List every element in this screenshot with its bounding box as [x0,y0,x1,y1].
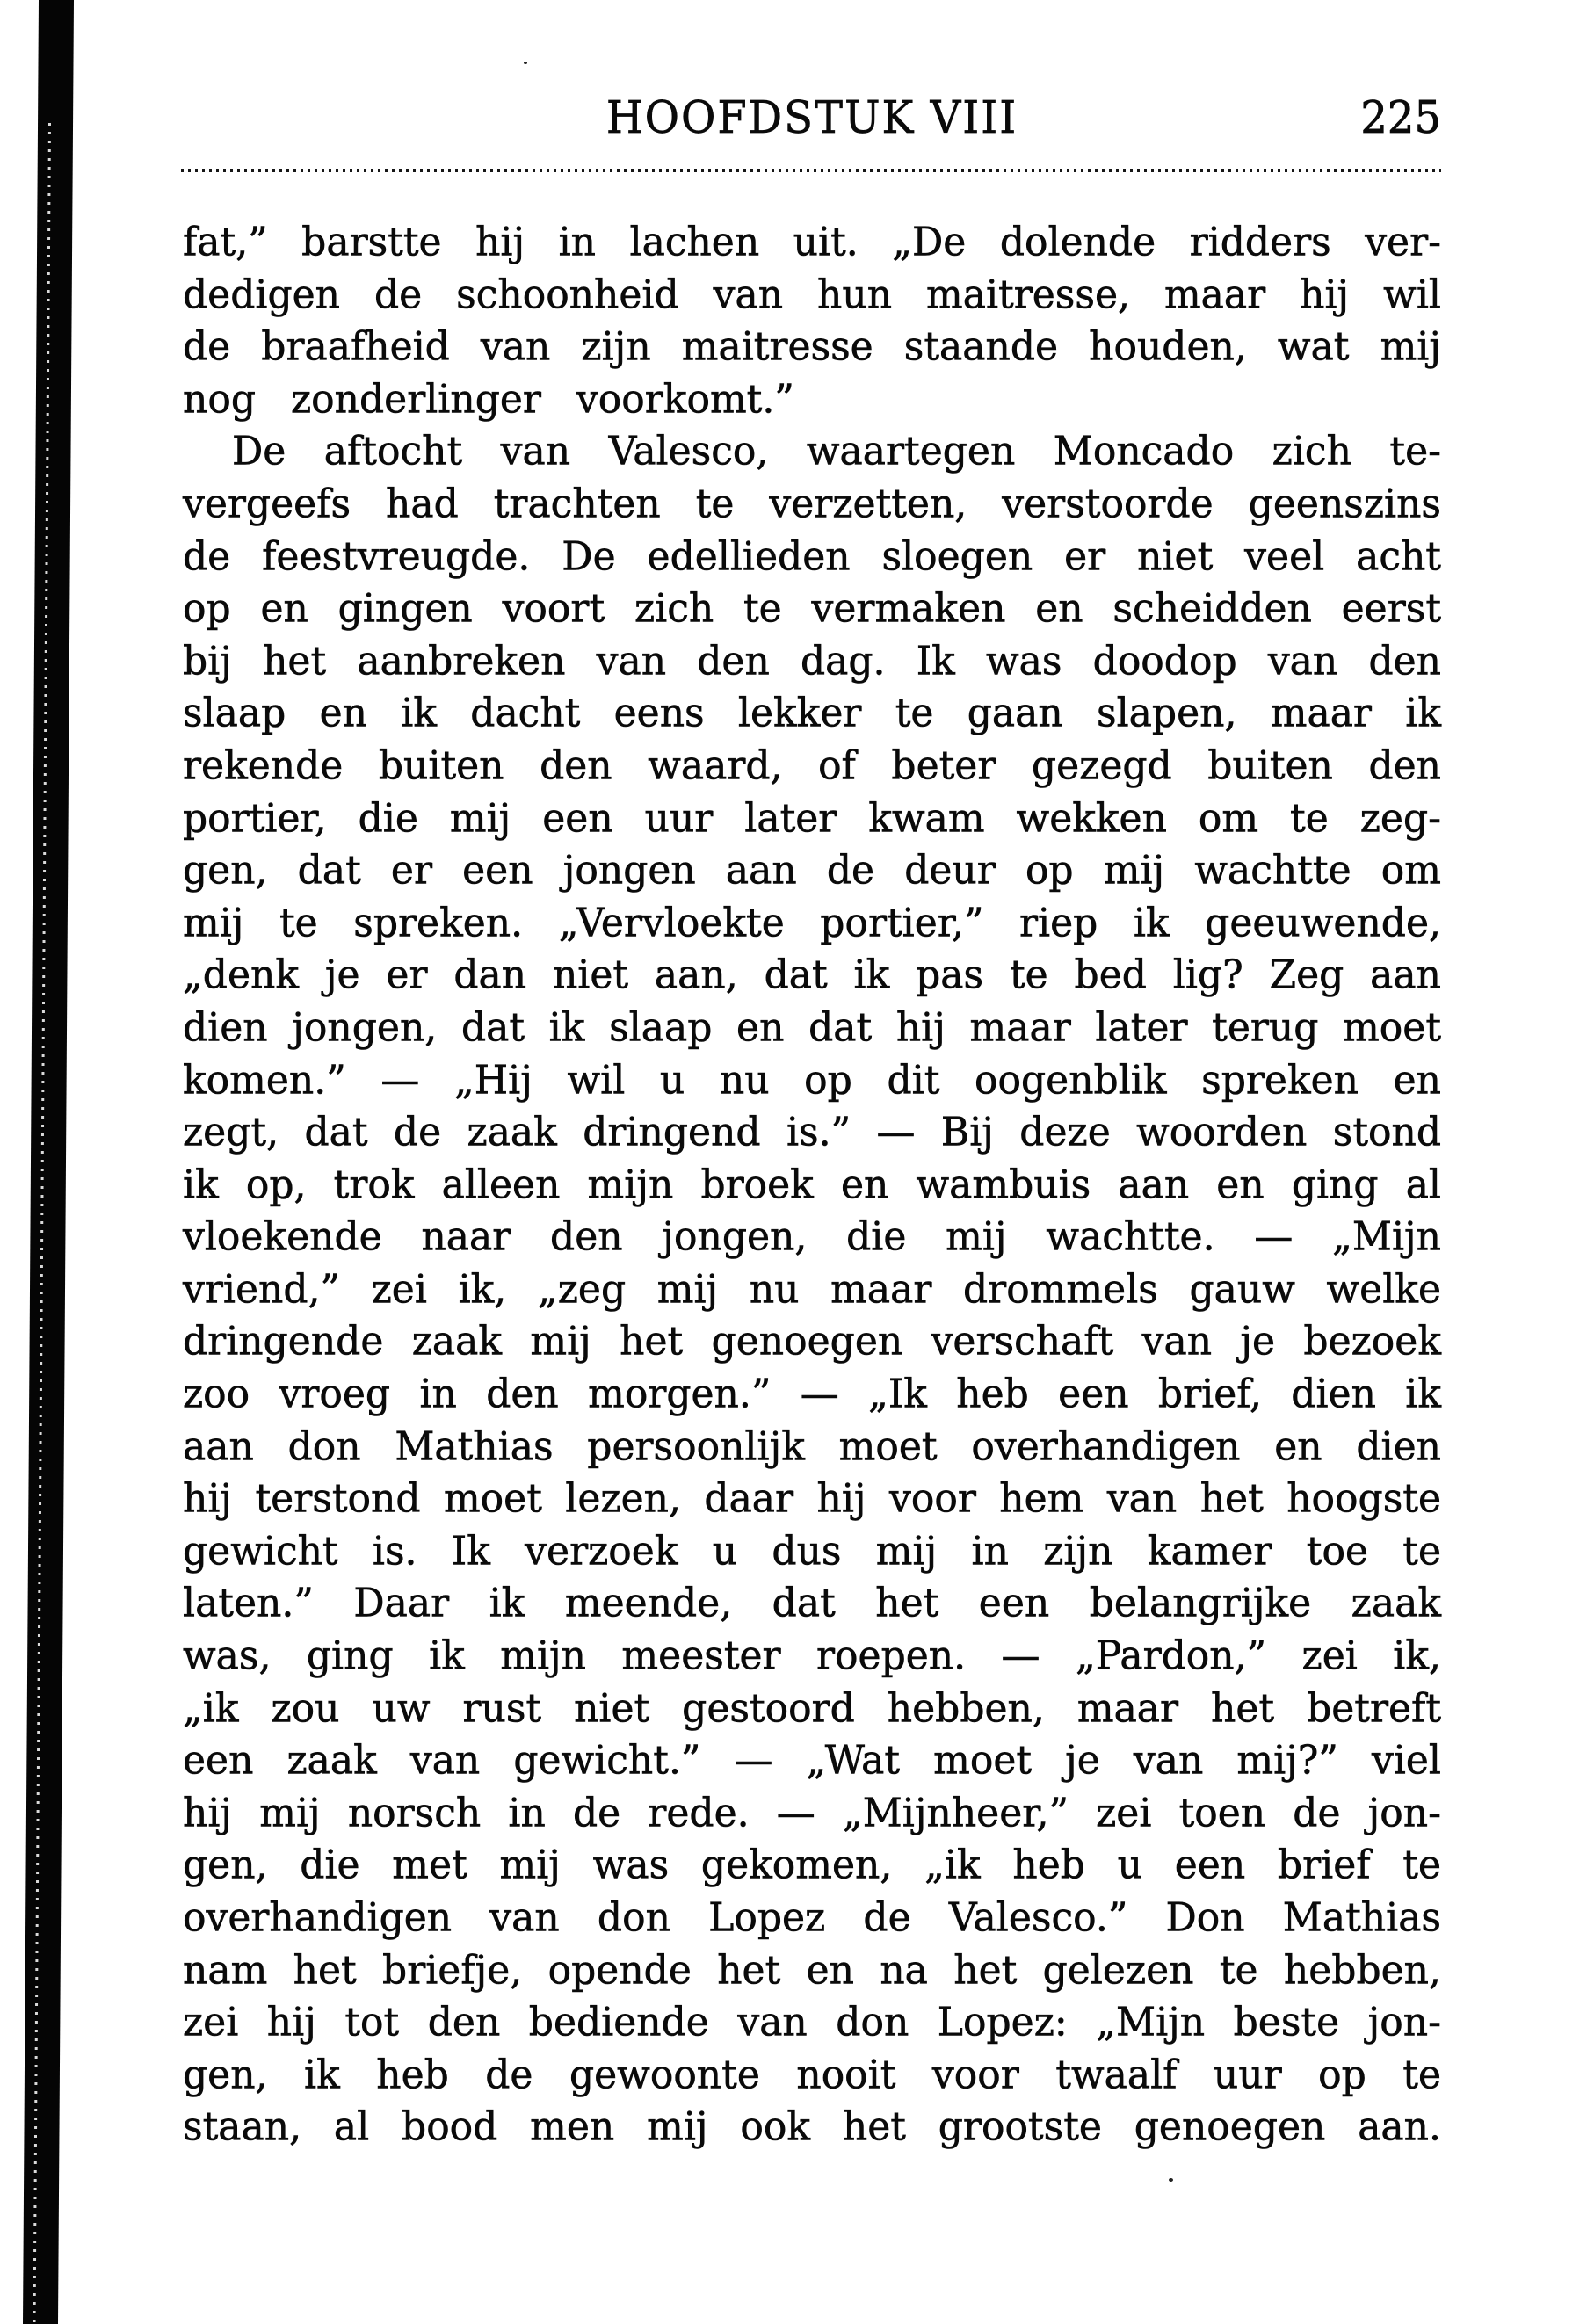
text-line: ik op, trok alleen mijn broek en wambuis aan en ging al [183,1161,1441,1208]
text-line: een zaak van gewicht.” — „Wat moet je van mij?” viel [183,1737,1441,1784]
text-line: aan don Mathias persoonlijk moet overhandigen en dien [183,1423,1441,1470]
text-line: laten.” Daar ik meende, dat het een belangrijke zaak [183,1580,1441,1627]
ink-speck [524,62,527,64]
body-text [183,216,1441,2154]
text-line-paragraph-start: De aftocht van Valesco, waartegen Moncado zich te- [232,428,1441,475]
text-line: zoo vroeg in den morgen.” — „Ik heb een brief, dien ik [183,1371,1441,1417]
text-line: „ik zou uw rust niet gestoord hebben, maar het betreft [183,1684,1441,1732]
text-line: gen, ik heb de gewoonte nooit voor twaalf uur op te [183,2052,1441,2098]
text-line: „denk je er dan niet aan, dat ik pas te bed lig? Zeg aan [183,952,1441,999]
text-line: hij terstond moet lezen, daar hij voor hem van het hoogste [183,1475,1441,1523]
text-line: zegt, dat de zaak dringend is.” — Bij deze woorden stond [183,1109,1441,1155]
text-line: vergeefs had trachten te verzetten, verstoorde geenszins [183,481,1441,527]
text-line: vriend,” zei ik, „zeg mij nu maar drommels gauw welke [183,1266,1441,1313]
text-line-paragraph-end: nog zonderlinger voorkomt.” [183,376,794,423]
text-line: dringende zaak mij het genoegen verschaft van je bezoek [183,1318,1441,1365]
book-gutter-shadow [0,0,105,2324]
text-line: komen.” — „Hij wil u nu op dit oogenblik spreken en [183,1056,1441,1104]
text-line: overhandigen van don Lopez de Valesco.” Don Mathias [183,1894,1441,1941]
text-line: dien jongen, dat ik slaap en dat hij maar later terug moet [183,1004,1441,1051]
text-line: gen, dat er een jongen aan de deur op mij wachtte om [183,847,1441,894]
page-number: 225 [1360,91,1441,144]
text-line: zei hij tot den bediende van don Lopez: „Mijn beste jon- [183,1999,1441,2045]
text-line: slaap en ik dacht eens lekker te gaan slapen, maar ik [183,690,1441,737]
text-line: staan, al bood men mij ook het grootste genoegen aan. [183,2103,1441,2151]
text-line: nam het briefje, opende het en na het gelezen te hebben, [183,1946,1441,1994]
text-line: vloekende naar den jongen, die mij wachtte. — „Mijn [183,1213,1441,1261]
chapter-heading: HOOFDSTUK VIII [605,91,1018,144]
text-line: gen, die met mij was gekomen, „ik heb u een brief te [183,1842,1441,1889]
text-line: de feestvreugde. De edellieden sloegen er niet veel acht [183,532,1441,580]
text-line: was, ging ik mijn meester roepen. — „Pardon,” zei ik, [183,1633,1441,1679]
text-line: fat,” barstte hij in lachen uit. „De dolende ridders ver- [183,219,1441,265]
text-line: gewicht is. Ik verzoek u dus mij in zijn kamer toe te [183,1528,1441,1575]
page-header [183,91,1441,149]
text-line: op en gingen voort zich te vermaken en scheidden eerst [183,585,1441,632]
text-line: hij mij norsch in de rede. — „Mijnheer,” zei toen de jon- [183,1790,1441,1836]
header-dotted-rule [181,169,1441,172]
ink-speck [1169,2178,1173,2182]
text-line: dedigen de schoonheid van hun maitresse, maar hij wil [183,271,1441,318]
text-line: de braafheid van zijn maitresse staande houden, wat mij [183,323,1441,370]
text-line: bij het aanbreken van den dag. Ik was doodop van den [183,637,1441,684]
text-line: mij te spreken. „Vervloekte portier,” riep ik geeuwende, [183,899,1441,946]
text-line: portier, die mij een uur later kwam wekken om te zeg- [183,794,1441,842]
text-line: rekende buiten den waard, of beter gezegd buiten den [183,742,1441,789]
